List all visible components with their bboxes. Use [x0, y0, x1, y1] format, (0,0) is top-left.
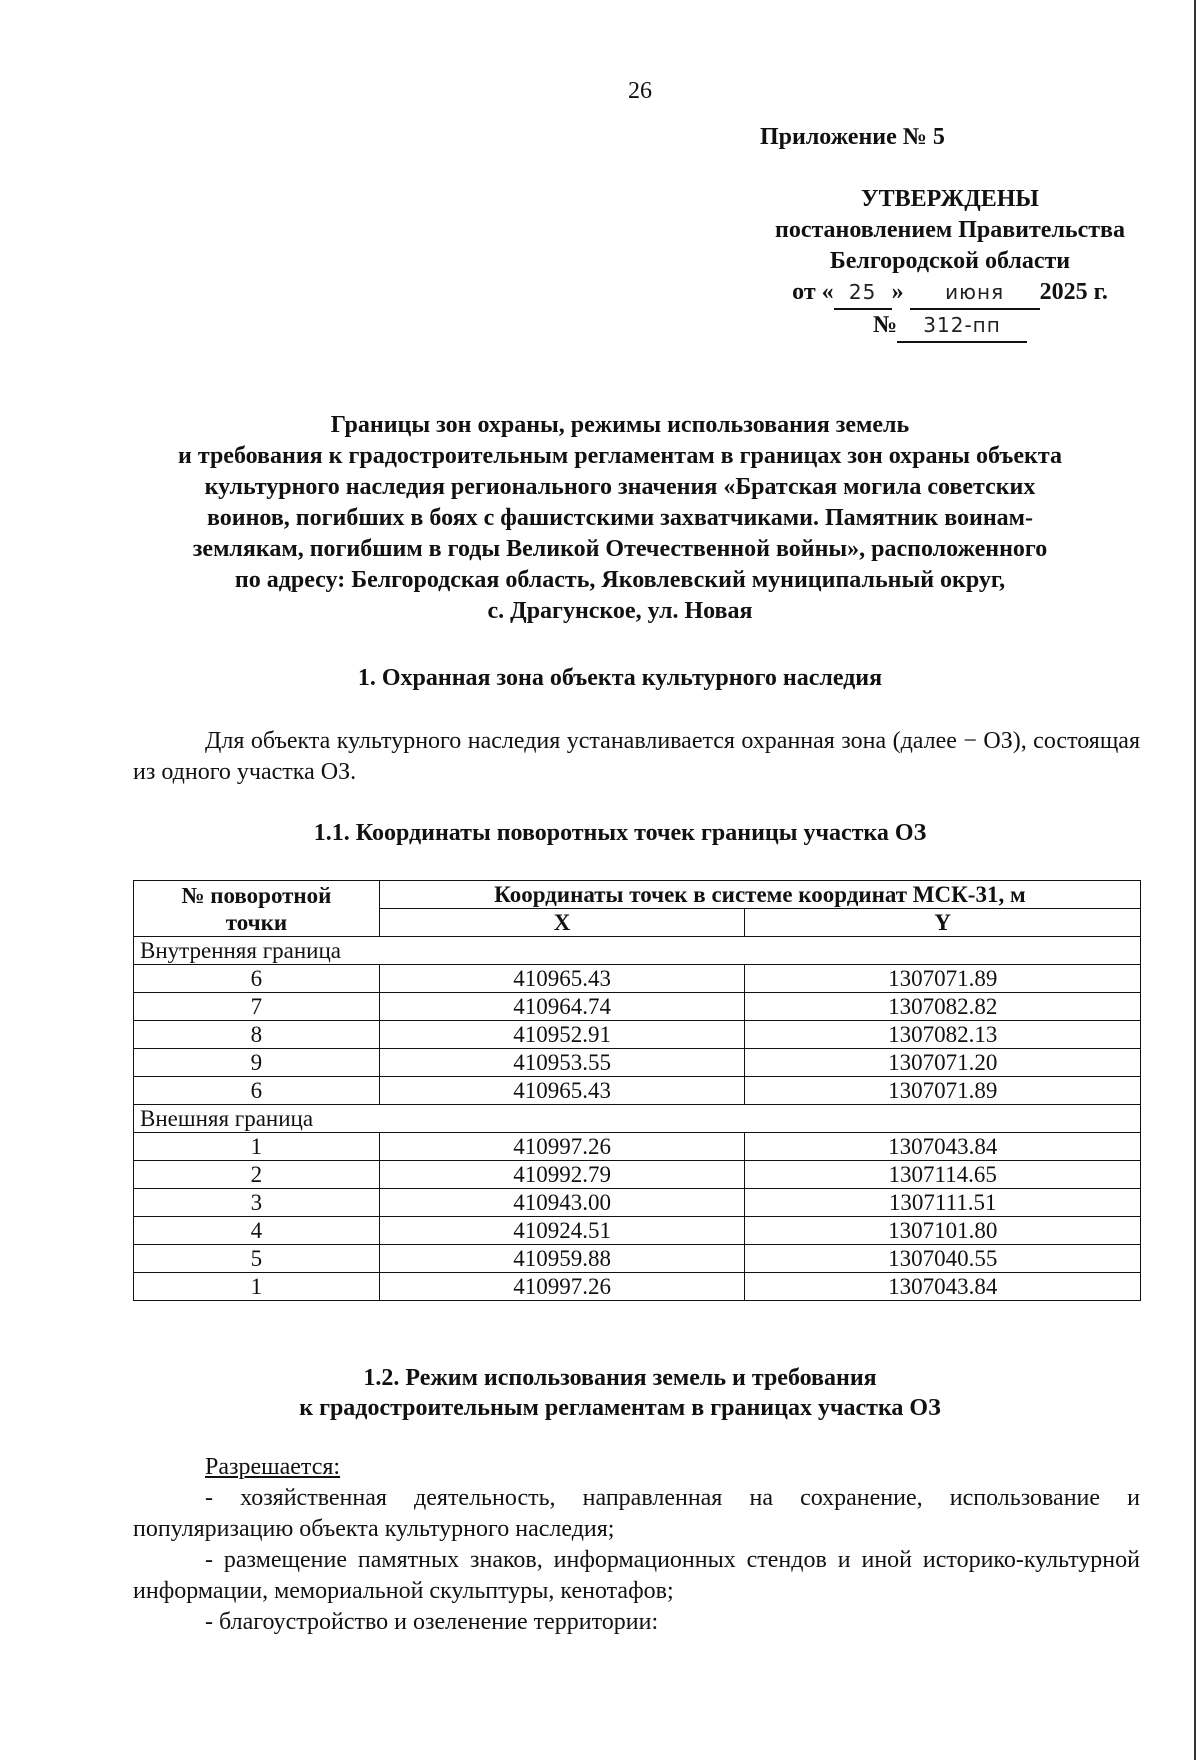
table-row [134, 1021, 1141, 1049]
point-number: 9 [134, 1049, 380, 1077]
coord-x: 410943.00 [379, 1189, 745, 1217]
point-number: 1 [134, 1133, 380, 1161]
coord-x: 410959.88 [379, 1245, 745, 1273]
coord-y: 1307101.80 [745, 1217, 1141, 1245]
document-title [100, 410, 1140, 627]
point-number: 3 [134, 1189, 380, 1217]
title-line: с. Драгунское, ул. Новая [487, 598, 753, 624]
group-name-outer: Внешняя граница [134, 1105, 1141, 1133]
approval-line-2: Белгородской области [829, 248, 1071, 274]
coord-y: 1307071.89 [745, 965, 1141, 993]
coord-y: 1307043.84 [745, 1133, 1141, 1161]
group-row [134, 1105, 1141, 1133]
title-line: культурного наследия регионального значения «Братская могила советских [204, 474, 1036, 500]
table-row [134, 1273, 1141, 1301]
col-header-y: Y [745, 909, 1141, 937]
section-1-2-heading [100, 1363, 1140, 1423]
coordinates-table [133, 880, 1141, 1301]
table-row [134, 965, 1141, 993]
allowed-list [133, 1452, 1140, 1638]
section-1-intro [133, 726, 1140, 788]
point-number: 4 [134, 1217, 380, 1245]
list-item: - благоустройство и озеленение территории: [205, 1609, 659, 1635]
date-day: 25 [834, 277, 892, 310]
approval-number [700, 310, 1200, 343]
point-number: 5 [134, 1245, 380, 1273]
coord-y: 1307071.89 [745, 1077, 1141, 1105]
allowed-label: Разрешается: [205, 1454, 341, 1480]
coord-x: 410964.74 [379, 993, 745, 1021]
coord-x: 410953.55 [379, 1049, 745, 1077]
title-line: по адресу: Белгородская область, Яковлевский муниципальный округ, [234, 567, 1006, 593]
point-number: 2 [134, 1161, 380, 1189]
coord-y: 1307111.51 [745, 1189, 1141, 1217]
date-mid: » [891, 279, 904, 305]
coord-x: 410992.79 [379, 1161, 745, 1189]
coord-x: 410924.51 [379, 1217, 745, 1245]
coord-y: 1307082.82 [745, 993, 1141, 1021]
point-number: 1 [134, 1273, 380, 1301]
title-line: Границы зон охраны, режимы использования земель [330, 412, 910, 438]
table-row [134, 1161, 1141, 1189]
coord-y: 1307071.20 [745, 1049, 1141, 1077]
page-number: 26 [628, 78, 652, 104]
col-header-point-line2: точки [225, 909, 288, 935]
section-1-2-heading-line2: к градостроительным регламентам в границах участка ОЗ [299, 1395, 941, 1421]
approval-block [700, 122, 1200, 343]
point-number: 6 [134, 965, 380, 993]
annex-number: Приложение № 5 [760, 124, 945, 150]
title-line: землякам, погибшим в годы Великой Отечественной войны», расположенного [192, 536, 1048, 562]
point-number: 8 [134, 1021, 380, 1049]
title-line: воинов, погибших в боях с фашистскими захватчиками. Памятник воинам- [206, 505, 1034, 531]
table-row [134, 1189, 1141, 1217]
point-number: 6 [134, 1077, 380, 1105]
col-header-x: X [379, 909, 745, 937]
date-prefix: от « [792, 279, 834, 305]
coord-y: 1307114.65 [745, 1161, 1141, 1189]
point-number: 7 [134, 993, 380, 1021]
group-row [134, 937, 1141, 965]
table-row [134, 1245, 1141, 1273]
table-row [134, 1049, 1141, 1077]
group-name-inner: Внутренняя граница [134, 937, 1141, 965]
section-1-2-heading-line1: 1.2. Режим использования земель и требования [363, 1365, 877, 1391]
date-year: 2025 г. [1039, 279, 1108, 305]
approved-label: УТВЕРЖДЕНЫ [861, 186, 1039, 212]
coord-x: 410997.26 [379, 1133, 745, 1161]
coord-y: 1307043.84 [745, 1273, 1141, 1301]
table-row [134, 1077, 1141, 1105]
coord-y: 1307040.55 [745, 1245, 1141, 1273]
coord-x: 410965.43 [379, 1077, 745, 1105]
coord-y: 1307082.13 [745, 1021, 1141, 1049]
section-1-heading: 1. Охранная зона объекта культурного наследия [357, 665, 883, 691]
coord-x: 410952.91 [379, 1021, 745, 1049]
coord-x: 410997.26 [379, 1273, 745, 1301]
col-header-point [134, 881, 380, 937]
number-value: 312-пп [897, 310, 1027, 343]
col-header-point-line1: № поворотной [181, 882, 332, 908]
intro-text: Для объекта культурного наследия устанавливается охранная зона (далее − ОЗ), состоящая из одного участка ОЗ. [133, 728, 1140, 785]
table-row [134, 1217, 1141, 1245]
table-row [134, 993, 1141, 1021]
list-item: - хозяйственная деятельность, направленная на сохранение, использование и популяризацию объекта культурного наследия; [133, 1485, 1140, 1542]
title-line: и требования к градостроительным регламентам в границах зон охраны объекта [178, 443, 1062, 469]
date-month: июня [910, 277, 1040, 310]
coord-x: 410965.43 [379, 965, 745, 993]
number-prefix: № [872, 312, 898, 338]
section-1-1-heading: 1.1. Координаты поворотных точек границы участка ОЗ [313, 820, 927, 846]
approval-date [700, 277, 1200, 310]
table-row [134, 1133, 1141, 1161]
approval-line-1: постановлением Правительства [774, 217, 1125, 243]
list-item: - размещение памятных знаков, информационных стендов и иной историко-культурной информации, мемориальной скульптуры, кенотафов; [133, 1547, 1140, 1604]
col-header-coords: Координаты точек в системе координат МСК-31, м [379, 881, 1140, 909]
